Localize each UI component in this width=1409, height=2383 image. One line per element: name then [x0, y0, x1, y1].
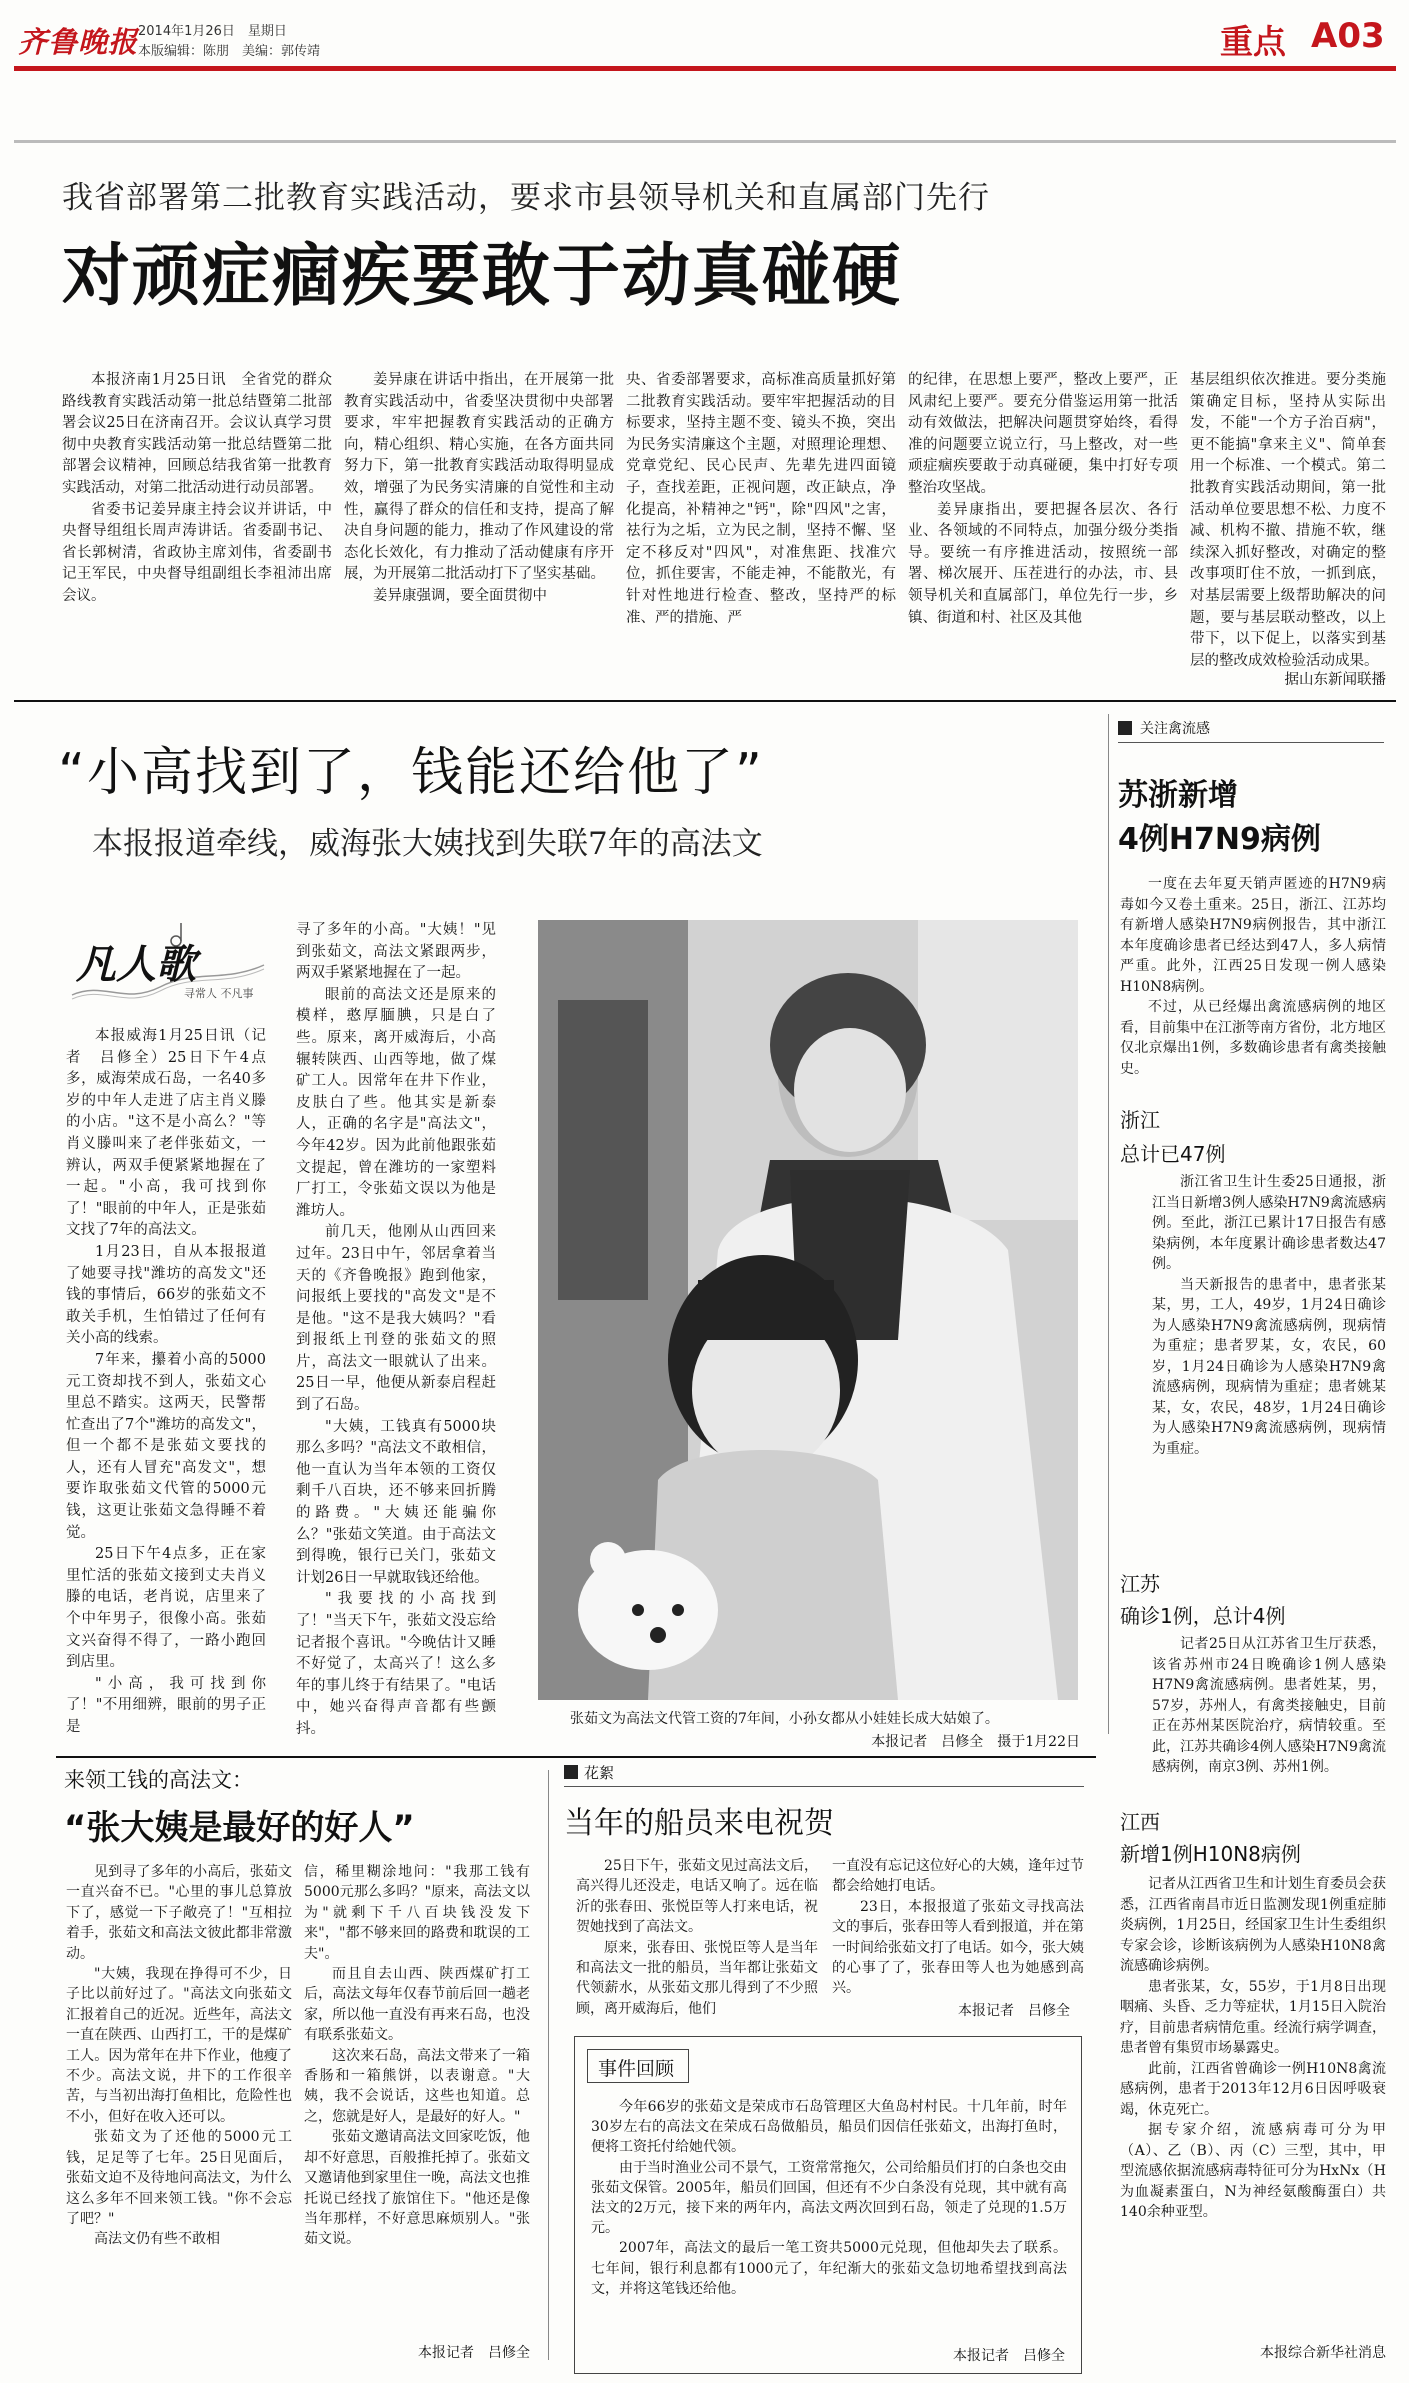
story3-kicker: 来领工钱的高法文：: [64, 1768, 253, 1792]
story4-credit: 本报记者 吕修全: [958, 2003, 1070, 2019]
event-review-credit: 本报记者 吕修全: [953, 2348, 1065, 2364]
zhejiang-subtitle: 总计已47例: [1120, 1142, 1226, 1166]
masthead-rule: [14, 66, 1396, 71]
sidebar-headline-2: 4例H7N9病例: [1118, 822, 1321, 857]
jiangxi-text: 记者从江西省卫生和计划生育委员会获悉，江西省南昌市近日监测发现1例重症肺炎病例，1月25日，经国家卫生计生委组织专家会诊，诊断该病例为人感染H10N8禽流感确诊病例。 患者张某，女，55岁，于1月8日出现咽痛、头昏、乏力等症状，1月15日入院治疗，目前患者病情危重。经流行病学调查，患者曾有集贸市场暴露史。 此前，江西省曾确诊一例H10N8禽流感病例，患者于2013年12月6日因呼吸衰竭，休克死亡。 据专家介绍，流感病毒可分为甲（A）、乙（B）、丙（C）三型，其中，甲型流感依据流感病毒特征可分为HxNx（H为血凝素蛋白，N为神经氨酸酶蛋白）共140余种亚型。: [1120, 1876, 1386, 2220]
story2-headline: “小高找到了，钱能还给他了”: [58, 743, 764, 803]
lower-divider: [56, 1756, 1096, 1758]
section-divider: [14, 700, 1396, 702]
photo-caption: 张茹文为高法文代管工资的7年间，小孙女都从小娃娃长成大姑娘了。: [570, 1711, 999, 1727]
story4-tag: [564, 1760, 1084, 1787]
story4-column-1: 25日下午，张茹文见过高法文后，高兴得儿还没走，电话又响了。远在临沂的张春田、张悦臣等人打来电话，祝贺她找到了高法文。 原来，张春田、张悦臣等人是当年和高法文一批的船员，当年都让张茹文代领薪水，从张茹文那儿得到了不少照顾，离开威海后，他们: [576, 1858, 818, 2017]
sidebar-tag-text: 关注禽流感: [1140, 721, 1210, 737]
story2-column-2: 寻了多年的小高。"大姨！"见到张茹文，高法文紧跟两步，两双手紧紧地握在了一起。 眼前的高法文还是原来的模样，憨厚腼腆，只是白了些。原来，离开威海后，小高辗转陕西、山西等地，做了煤矿工人。因常年在井下作业，皮肤白了些。他其实是新泰人，正确的名字是"高法文"，今年42岁。因为此前他跟张茹文提起，曾在潍坊的一家塑料厂打工，令张茹文误以为他是潍坊人。 前几天，他刚从山西回来过年。23日中午，邻居拿着当天的《齐鲁晚报》跑到他家，问报纸上要找的"高发文"是不是他。"这不是我大姨吗？"看到报纸上刊登的张茹文的照片，高法文一眼就认了出来。25日一早，他便从新泰启程赶到了石岛。 "大姨，工钱真有5000块那么多吗？"高法文不敢相信，他一直认为当年本领的工资仅剩千八百块，还不够来回折腾的路费。"大姨还能骗你么？"张茹文笑道。由于高法文到得晚，银行已关门，张茹文计划26日一早就取钱还给他。 "我要找的小高找到了！"当天下午，张茹文没忘给记者报个喜讯。"今晚估计又睡不好觉了，太高兴了！这么多年的事儿终于有结果了。"电话中，她兴奋得声音都有些颤抖。: [296, 922, 496, 1737]
zhejiang-title: 浙江: [1120, 1108, 1160, 1132]
jiangxi-title: 江西: [1120, 1810, 1160, 1834]
story1-column-4: 的纪律，在思想上要严，整改上要严，正风肃纪上要严。要充分借鉴运用第一批活动有效做法，把解决问题贯穿始终，看得准的问题要立说立行，马上整改，对一些顽症痼疾要敢于动真碰硬，集中打好专项整治攻坚战。 姜异康指出，要把握各层次、各行业、各领域的不同特点，加强分级分类指导。要统一有序推进活动，按照统一部署、梯次展开、压茬进行的办法，市、县领导机关和直属部门，单位先行一步，乡镇、街道和村、社区及其他: [908, 372, 1178, 626]
issue-date: 2014年1月26日 星期日: [138, 24, 287, 39]
editor-credit: 本版编辑：陈朋 美编：郭传靖: [138, 44, 321, 59]
jiangsu-title: 江苏: [1120, 1572, 1160, 1596]
section-name: 重点: [1220, 22, 1286, 61]
sidebar-intro: 一度在去年夏天销声匿迹的H7N9病毒如今又卷土重来。25日，浙江、江苏均有新增人感染H7N9病例报告，其中浙江本年度确诊患者已经达到47人，多人病情严重。此外，江西25日发现一例人感染H10N8病例。 不过，从已经爆出禽流感病例的地区看，目前集中在江浙等南方省份，北方地区仅北京爆出1例，多数确诊患者有禽类接触史。: [1120, 876, 1386, 1077]
story1-column-3: 央、省委部署要求，高标准高质量抓好第二批教育实践活动。要牢牢把握活动的目标要求，坚持主题不变、镜头不换，突出为民务实清廉这个主题，对照理论理想、党章党纪、民心民声、先辈先进四面镜子，查找差距，正视问题，改正缺点，净化提高，补精神之"钙"，除"四风"之害，祛行为之垢，立为民之制，坚持不懈、坚定不移反对"四风"，对准焦距、找准穴位，抓住要害，不能走神，不能散光，有针对性地进行检查、整改，坚持严的标准、严的措施、严: [626, 372, 896, 626]
newspaper-logo: 齐鲁晚报: [18, 25, 139, 59]
story1-column-2: 姜异康在讲话中指出，在开展第一批教育实践活动中，省委坚决贯彻中央部署要求，牢牢把握教育实践活动的正确方向，精心组织、精心实施，在各方面共同努力下，第一批教育实践活动取得明显成效，增强了为民务实清廉的自觉性和主动性，赢得了群众的信任和支持，提高了解决自身问题的能力，推动了作风建设的常态化长效化，有力推动了活动健康有序开展，为开展第二批活动打下了坚实基础。 姜异康强调，要全面贯彻中: [344, 372, 614, 604]
jiangsu-text: 记者25日从江苏省卫生厅获悉，该省苏州市24日晚确诊1例人感染H7N9禽流感病例。患者姓某，男，57岁，苏州人，有禽类接触史，目前正在苏州某医院治疗，病情较重。至此，江苏共确诊4例人感染H7N9禽流感病例，南京3例、苏州1例。: [1152, 1636, 1386, 1775]
jiangsu-subtitle: 确诊1例，总计4例: [1120, 1604, 1286, 1628]
top-gray-rule: [14, 140, 1396, 143]
photo-credit: 本报记者 吕修全 摄于1月22日: [871, 1734, 1080, 1750]
sidebar-tag-box: [1118, 721, 1132, 735]
story3-credit: 本报记者 吕修全: [418, 2345, 530, 2361]
sidebar-left-rule: [1108, 714, 1109, 1734]
zhejiang-text: 浙江省卫生计生委25日通报，浙江当日新增3例人感染H7N9禽流感病例。至此，浙江已累计17日报告有感染病例，本年度累计确诊患者数达47例。 当天新报告的患者中，患者张某某，男，工人，49岁，1月24日确诊为人感染H7N9禽流感病例，现病情为重症；患者罗某，女，农民，60岁，1月24日确诊为人感染H7N9禽流感病例，现病情为重症；患者姚某某，女，农民，48岁，1月24日确诊为人感染H7N9禽流感病例，现病情为重症。: [1152, 1174, 1386, 1457]
fanrenge-logo: [64, 925, 272, 1009]
story4-tag-box: [564, 1765, 578, 1779]
jiangxi-subtitle: 新增1例H10N8病例: [1120, 1842, 1301, 1866]
story1-column-1: 本报济南1月25日讯 全省党的群众路线教育实践活动第一批总结暨第二批部署会议25日在济南召开。会议认真学习贯彻中央教育实践活动第一批总结暨第二批部署会议精神，回顾总结我省第一批教育实践活动，对第二批活动进行动员部署。 省委书记姜异康主持会议并讲话，中央督导组组长周声涛讲话。省委副书记、省长郭树清，省政协主席刘伟，省委副书记王军民，中央督导组副组长李祖沛出席会议。: [62, 372, 332, 604]
story1-kicker: 我省部署第二批教育实践活动，要求市县领导机关和直属部门先行: [62, 180, 990, 216]
story3-right-rule: [548, 1770, 549, 2360]
story1-credit: 据山东新闻联播: [1284, 672, 1386, 688]
page-number: A03: [1311, 16, 1385, 56]
story4-tag-text: 花絮: [584, 1764, 615, 1782]
sidebar-tag: [1118, 718, 1384, 743]
news-photo: [538, 920, 1078, 1700]
event-review-box: [574, 2036, 1082, 2374]
story4-headline: 当年的船员来电祝贺: [564, 1806, 834, 1841]
story2-column-1: 本报威海1月25日讯（记者 吕修全）25日下午4点多，威海荣成石岛，一名40多岁的中年人走进了店主肖义滕的小店。"这不是小高么？"等肖义滕叫来了老伴张茹文，一辨认，两双手便紧紧地握在了一起。"小高，我可找到你了！"眼前的中年人，正是张茹文找了7年的高法文。 1月23日，自从本报报道了她要寻找"潍坊的高发文"还钱的事情后，66岁的张茹文不敢关手机，生怕错过了任何有关小高的线索。 7年来，攥着小高的5000元工资却找不到人，张茹文心里总不踏实。这两天，民警帮忙查出了7个"潍坊的高发文"，但一个都不是张茹文要找的人，还有人冒充"高发文"，想要诈取张茹文代管的5000元钱，这更让张茹文急得睡不着觉。 25日下午4点多，正在家里忙活的张茹文接到丈夫肖义滕的电话，老肖说，店里来了个中年男子，很像小高。张茹文兴奋得不得了，一路小跑回到店里。 "小高，我可找到你了！"不用细辨，眼前的男子正是: [66, 1028, 266, 1735]
story2-subhead: 本报报道牵线，威海张大姨找到失联7年的高法文: [92, 826, 763, 862]
fanrenge-tagline: 寻常人 不凡事: [184, 987, 254, 1000]
story1-column-5: 基层组织依次推进。要分类施策确定目标，坚持从实际出发，不能"一个方子治百病"，更不能搞"拿来主义"、简单套用一个标准、一个模式。第二批教育实践活动期间，第一批活动单位要思想不松、力度不减、机构不撤、措施不软，继续深入抓好整改，对确定的整改事项盯住不放，一抓到底，对基层需要上级帮助解决的问题，要与基层联动整改，以上带下，以下促上，以落实到基层的整改成效检验活动成果。: [1190, 372, 1386, 669]
sidebar-credit: 本报综合新华社消息: [1260, 2345, 1386, 2361]
photo-illustration: [538, 920, 1078, 1700]
story3-headline: “张大姨是最好的好人”: [64, 1808, 415, 1848]
story1-headline: 对顽症痼疾要敢于动真碰硬: [62, 237, 903, 316]
fanrenge-title: 凡人歌: [76, 941, 196, 988]
story4-column-2: 一直没有忘记这位好心的大姨，逢年过节都会给她打电话。 23日，本报报道了张茹文寻找高法文的事后，张春田等人看到报道，并在第一时间给张茹文打了电话。如今，张大姨的心事了了，张春田等人也为她感到高兴。: [832, 1858, 1084, 1997]
event-review-title: 事件回顾: [587, 2049, 689, 2083]
sidebar-headline-1: 苏浙新增: [1118, 778, 1238, 813]
story3-column-2: 信，稀里糊涂地问："我那工钱有5000元那么多吗？"原来，高法文以为"就剩下千八百块钱没发下来"，"都不够来回的路费和耽误的工夫"。 而且自去山西、陕西煤矿打工后，高法文每年仅春节前后回一趟老家，所以他一直没有再来石岛，也没有联系张茹文。 这次来石岛，高法文带来了一箱香肠和一箱熊饼，以表谢意。"大姨，我不会说话，这些也知道。总之，您就是好人，是最好的好人。" 张茹文邀请高法文回家吃饭，他却不好意思，百般推托掉了。张茹文又邀请他到家里住一晚，高法文也推托说已经找了旅馆住下。"他还是像当年那样，不好意思麻烦别人。"张茹文说。: [304, 1864, 530, 2248]
event-review-text: 今年66岁的张茹文是荣成市石岛管理区大鱼岛村村民。十几年前，时年30岁左右的高法文在荣成石岛做船员，船员们因信任张茹文，出海打鱼时，便将工资托付给她代领。 由于当时渔业公司不景气，工资常常拖欠，公司给船员们打的白条也交由张茹文保管。2005年，船员们回国，但还有不少白条没有兑现，其中就有高法文的2万元，接下来的两年内，高法文两次回到石岛，领走了兑现的1.5万元。 2007年，高法文的最后一笔工资共5000元兑现，但他却失去了联系。七年间，银行利息都有1000元了，年纪渐大的张茹文急切地希望找到高法文，并将这笔钱还给他。: [591, 2099, 1067, 2297]
story3-column-1: 见到寻了多年的小高后，张茹文一直兴奋不已。"心里的事儿总算放下了，感觉一下子敞亮了！"互相拉着手，张茹文和高法文彼此都非常激动。 "大姨，我现在挣得可不少，日子比以前好过了。"高法文向张茹文汇报着自己的近况。近些年，高法文一直在陕西、山西打工，干的是煤矿工人。因为常年在井下作业，他瘦了不少。高法文说，井下的工作很辛苦，与当初出海打鱼相比，危险性也不小，但好在收入还可以。 张茹文为了还他的5000元工钱，足足等了七年。25日见面后，张茹文迫不及待地问高法文，为什么这么多年不回来领工钱。"你不会忘了吧？" 高法文仍有些不敢相: [66, 1864, 292, 2248]
